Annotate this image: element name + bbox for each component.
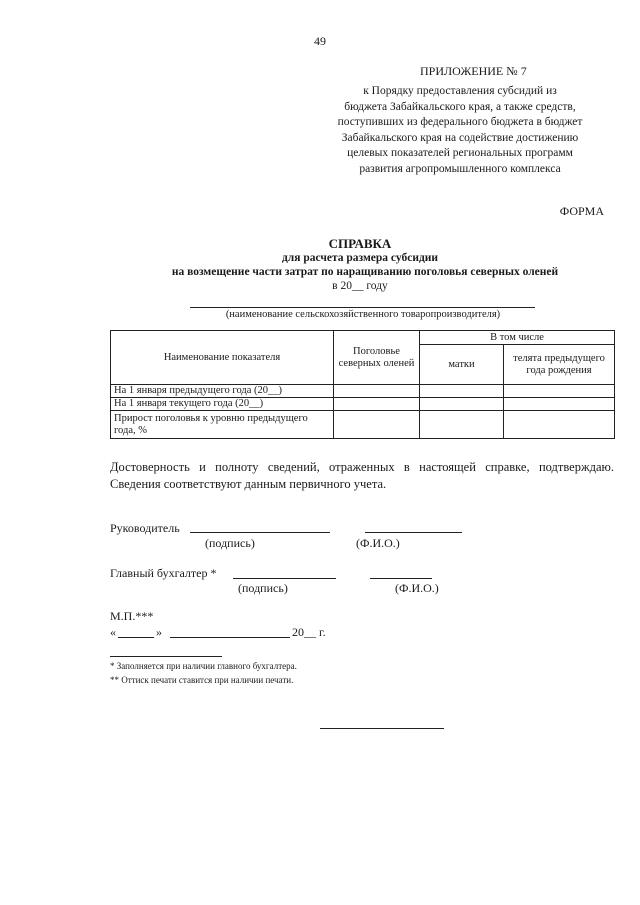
accountant-signature-caption: (подпись) (238, 581, 288, 595)
seal-label: М.П.*** (110, 609, 154, 623)
table-row (111, 398, 615, 411)
form-label: ФОРМА (559, 204, 604, 218)
confirmation-text: Достоверность и полноту сведений, отраженных в настоящей справке, подтверждаю. Сведения соответствуют данным первичного учета. (110, 460, 614, 491)
accountant-signature-line[interactable] (233, 577, 336, 579)
year-line: в 20__ году (332, 280, 388, 292)
table-cell[interactable] (334, 398, 420, 411)
header-females: матки (420, 345, 504, 385)
date-year: 20__ г. (292, 625, 326, 639)
header-indicator: Наименование показателя (111, 331, 334, 385)
footnote-2: ** Оттиск печати ставится при наличии печати. (110, 675, 294, 685)
producer-name-line[interactable] (190, 307, 535, 308)
table-cell[interactable] (334, 385, 420, 398)
order-line: развития агропромышленного комплекса (359, 162, 561, 175)
document-subtitle-2: на возмещение части затрат по наращиванию поголовья северных оленей (171, 266, 559, 278)
document-subtitle-1: для расчета размера субсидии (281, 252, 439, 264)
table-cell[interactable] (334, 411, 420, 439)
order-line: Забайкальского края на содействие достижению (341, 131, 579, 144)
header-calves: телята предыдущего года рождения (504, 345, 615, 385)
table-cell[interactable] (420, 398, 504, 411)
table-cell[interactable] (504, 411, 615, 439)
table-cell[interactable] (420, 411, 504, 439)
date-day-line[interactable] (118, 636, 154, 638)
livestock-table (110, 330, 615, 439)
row-label: Прирост поголовья к уровню предыдущего года, % (111, 411, 334, 439)
head-signature-caption: (подпись) (205, 536, 255, 550)
accountant-name-line[interactable] (370, 577, 432, 579)
document-title: СПРАВКА (328, 236, 392, 251)
order-line: бюджета Забайкальского края, а также средств, (344, 100, 576, 113)
date-close-quote: » (156, 625, 162, 639)
header-livestock: Поголовье северных оленей (334, 331, 420, 385)
table-cell[interactable] (504, 385, 615, 398)
order-line: целевых показателей региональных программ (347, 147, 573, 159)
page-number: 49 (314, 34, 326, 48)
end-separator (320, 727, 444, 729)
footnote-1: * Заполняется при наличии главного бухгалтера. (110, 661, 297, 671)
accountant-label: Главный бухгалтер * (110, 566, 217, 580)
row-label: На 1 января предыдущего года (20__) (111, 385, 334, 398)
table-cell[interactable] (504, 398, 615, 411)
appendix-heading: ПРИЛОЖЕНИЕ № 7 (420, 64, 527, 78)
table-row (111, 385, 615, 398)
date-open-quote: « (110, 625, 116, 639)
head-name-line[interactable] (365, 531, 462, 533)
head-label: Руководитель (110, 521, 180, 535)
appendix-order-reference (310, 84, 610, 177)
header-including: В том числе (420, 331, 615, 345)
head-signature-line[interactable] (190, 531, 330, 533)
table-row (111, 411, 615, 439)
date-month-line[interactable] (170, 636, 290, 638)
head-name-caption: (Ф.И.О.) (356, 536, 400, 550)
footnote-separator (110, 655, 222, 657)
table-cell[interactable] (420, 385, 504, 398)
row-label: На 1 января текущего года (20__) (111, 398, 334, 411)
producer-name-caption: (наименование сельскохозяйственного товаропроизводителя) (225, 309, 501, 320)
order-line: поступивших из федерального бюджета в бюджет (337, 116, 583, 128)
order-line: к Порядку предоставления субсидий из (363, 85, 557, 97)
accountant-name-caption: (Ф.И.О.) (395, 581, 439, 595)
